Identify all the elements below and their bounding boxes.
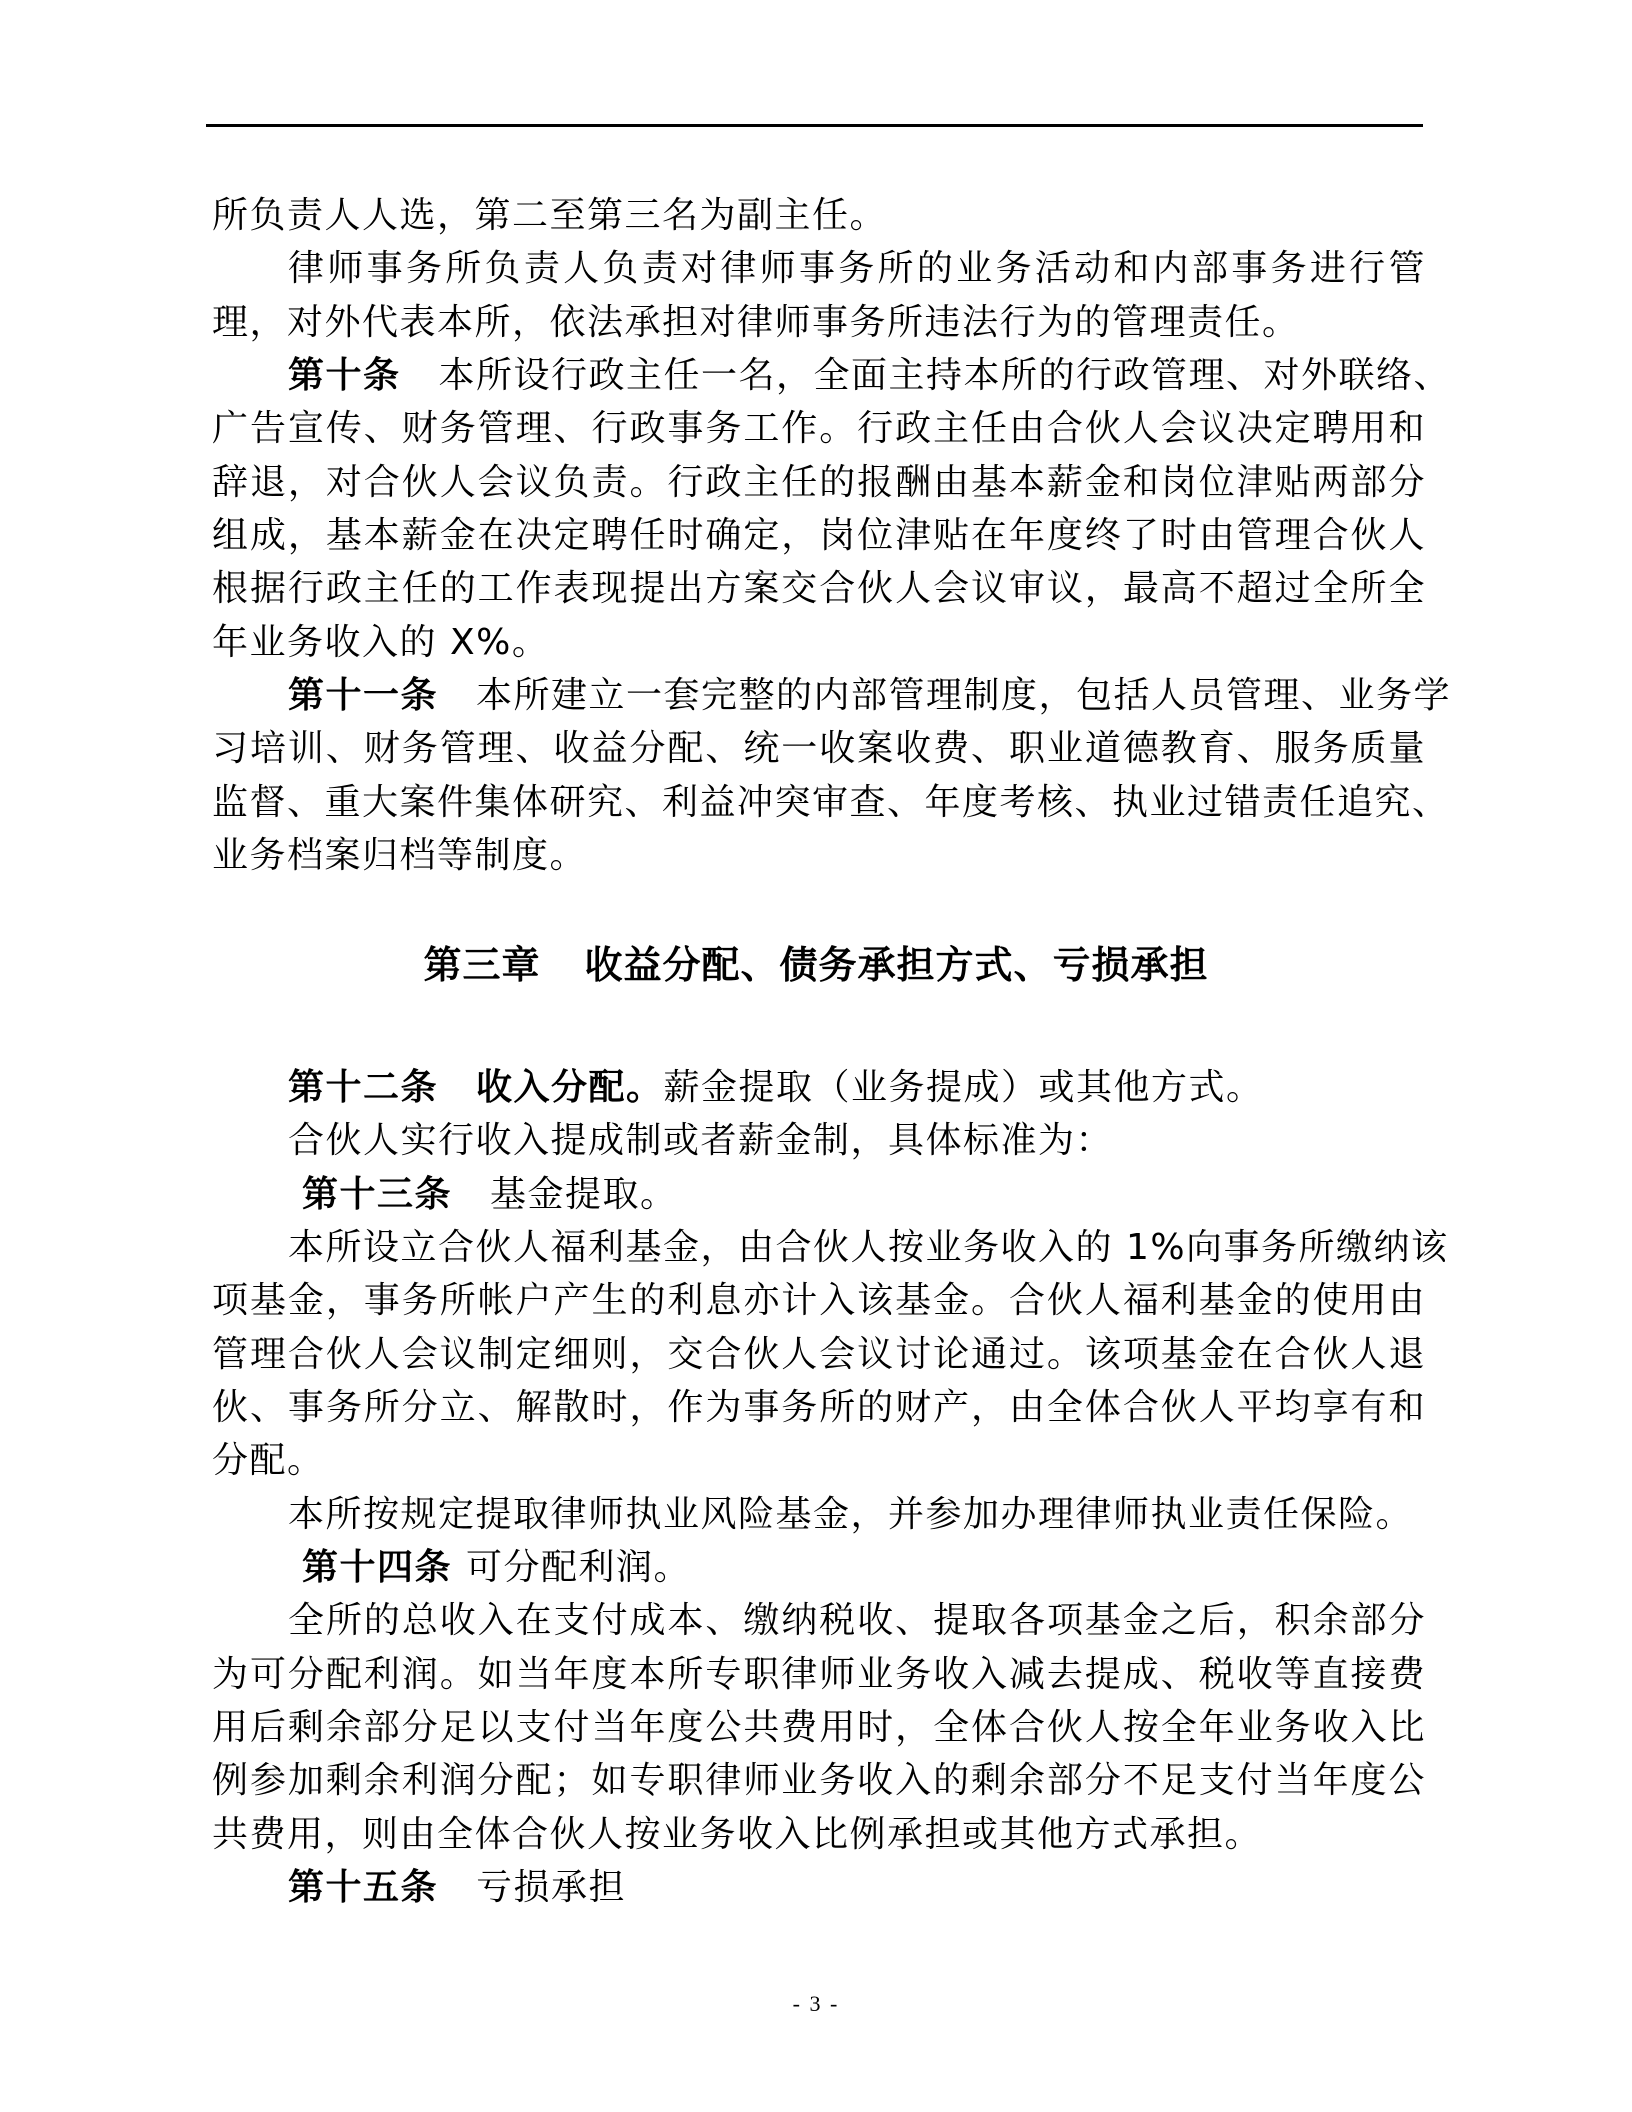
- article-13-title: 基金提取。: [490, 1173, 678, 1215]
- text-line: 律师事务所负责人负责对律师事务所的业务活动和内部事务进行管: [288, 248, 1426, 290]
- text-line: 项基金，事务所帐户产生的利息亦计入该基金。合伙人福利基金的使用由: [212, 1280, 1426, 1322]
- article-12-text: 薪金提取（业务提成）或其他方式。: [663, 1067, 1264, 1108]
- article-10-first-line: 本所设行政主任一名，全面主持本所的行政管理、对外联络、: [438, 354, 1452, 396]
- article-10-heading-line: [212, 349, 1452, 402]
- article-13-number: 第十三条: [302, 1173, 453, 1215]
- text-line: 广告宣传、财务管理、行政事务工作。行政主任由合伙人会议决定聘用和: [212, 408, 1426, 450]
- text-line: 所负责人人选，第二至第三名为副主任。: [212, 195, 888, 236]
- section-chapter-3: [212, 1061, 1449, 1914]
- header-rule: [206, 124, 1423, 127]
- text-line: 组成，基本薪金在决定聘任时确定，岗位津贴在年度终了时由管理合伙人: [212, 514, 1426, 556]
- text-line: 理，对外代表本所，依法承担对律师事务所违法行为的管理责任。: [212, 301, 1300, 343]
- article-12-number: 第十二条: [288, 1067, 439, 1108]
- article-14-heading-line: [212, 1541, 1426, 1594]
- text-line: 年业务收入的 X%。: [212, 621, 550, 663]
- text-line: 为可分配利润。如当年度本所专职律师业务收入减去提成、税收等直接费: [212, 1653, 1426, 1695]
- section-chapter-2-continued: [212, 189, 1452, 882]
- article-12-heading-line: [212, 1061, 1426, 1114]
- text-line: 监督、重大案件集体研究、利益冲突审查、年度考核、执业过错责任追究、: [212, 781, 1450, 823]
- text-line: 本所设立合伙人福利基金，由合伙人按业务收入的 1%向事务所缴纳该: [288, 1226, 1449, 1268]
- article-14-title: 可分配利润。: [466, 1546, 692, 1588]
- article-15-number: 第十五条: [288, 1866, 439, 1908]
- chapter-title: 收益分配、债务承担方式、亏损承担: [584, 943, 1209, 987]
- text-line: 业务档案归档等制度。: [212, 834, 588, 876]
- text-line: 例参加剩余利润分配；如专职律师业务收入的剩余部分不足支付当年度公: [212, 1760, 1426, 1802]
- chapter-number: 第三章: [423, 943, 541, 987]
- text-line: 习培训、财务管理、收益分配、统一收案收费、职业道德教育、服务质量: [212, 728, 1426, 770]
- text-line: 共费用，则由全体合伙人按业务收入比例承担或其他方式承担。: [212, 1813, 1263, 1855]
- article-13-heading-line: [212, 1168, 1426, 1221]
- text-line: 用后剩余部分足以支付当年度公共费用时，全体合伙人按全年业务收入比: [212, 1706, 1426, 1748]
- article-12-title: 收入分配。: [476, 1067, 664, 1108]
- article-11-first-line: 本所建立一套完整的内部管理制度，包括人员管理、业务学: [476, 674, 1452, 716]
- article-15-heading-line: [212, 1861, 1426, 1914]
- text-line: 分配。: [212, 1440, 325, 1482]
- article-15-title: 亏损承担: [476, 1866, 627, 1908]
- article-14-number: 第十四条: [302, 1546, 453, 1588]
- page-number: - 3 -: [792, 1991, 840, 2016]
- article-10-number: 第十条: [288, 354, 401, 396]
- chapter-heading: [0, 938, 1632, 992]
- text-line: 管理合伙人会议制定细则，交合伙人会议讨论通过。该项基金在合伙人退: [212, 1333, 1426, 1375]
- text-line: 根据行政主任的工作表现提出方案交合伙人会议审议，最高不超过全所全: [212, 568, 1426, 610]
- text-line: 合伙人实行收入提成制或者薪金制，具体标准为：: [288, 1120, 1114, 1162]
- article-11-number: 第十一条: [288, 674, 439, 716]
- article-11-heading-line: [212, 669, 1452, 722]
- text-line: 全所的总收入在支付成本、缴纳税收、提取各项基金之后，积余部分: [288, 1600, 1426, 1642]
- text-line: 本所按规定提取律师执业风险基金，并参加办理律师执业责任保险。: [288, 1493, 1414, 1535]
- text-line: 辞退，对合伙人会议负责。行政主任的报酬由基本薪金和岗位津贴两部分: [212, 461, 1426, 503]
- text-line: 伙、事务所分立、解散时，作为事务所的财产，由全体合伙人平均享有和: [212, 1386, 1426, 1428]
